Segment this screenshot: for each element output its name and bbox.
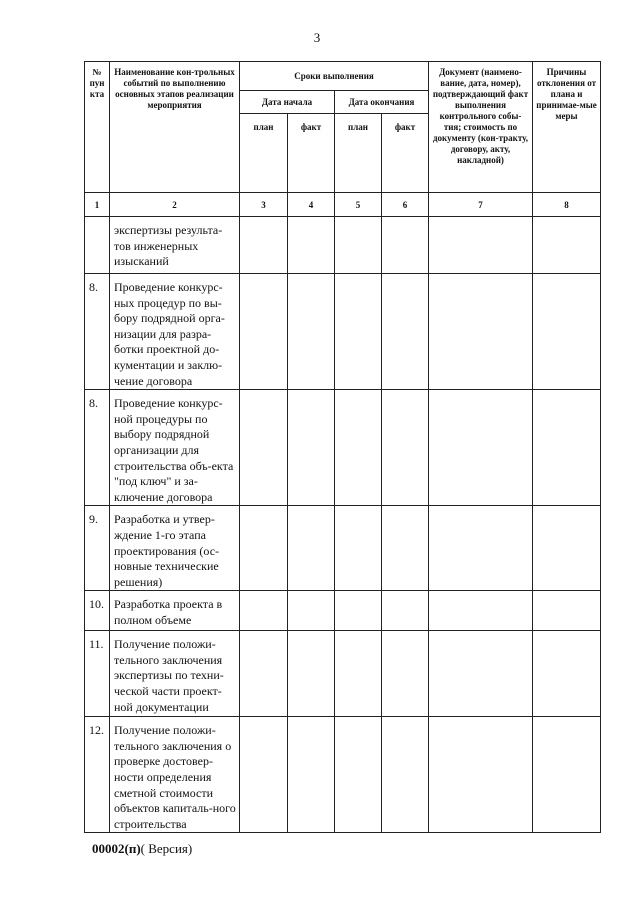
cell-end-fact xyxy=(382,217,429,274)
column-number: 6 xyxy=(382,193,429,217)
table-row xyxy=(85,390,601,506)
row-number: 10. xyxy=(85,591,110,631)
cell-start-fact xyxy=(288,717,335,833)
cell-end-plan xyxy=(335,274,382,390)
header-deadlines: Сроки выполнения xyxy=(240,62,429,91)
cell-end-plan xyxy=(335,390,382,506)
table-row xyxy=(85,631,601,717)
row-event-name: экспертизы результа-тов инженерных изысканий xyxy=(110,217,240,274)
header-end-plan: план xyxy=(335,114,382,193)
cell-end-fact xyxy=(382,506,429,591)
header-document: Документ (наимено-вание, дата, номер), подтверждающий факт выполнения контрольного собы-тия; стоимость по документу (кон-тракту, договору, акту, накладной) xyxy=(429,62,533,193)
column-number: 4 xyxy=(288,193,335,217)
cell-start-plan xyxy=(240,217,288,274)
cell-start-plan xyxy=(240,631,288,717)
cell-document xyxy=(429,274,533,390)
cell-document xyxy=(429,506,533,591)
cell-reasons xyxy=(533,506,601,591)
header-end-fact: факт xyxy=(382,114,429,193)
cell-start-plan xyxy=(240,717,288,833)
row-event-name: Проведение конкурс-ной процедуры по выбору подрядной организации для строительства объ-екта "под ключ" и за-ключение договора xyxy=(110,390,240,506)
cell-end-plan xyxy=(335,217,382,274)
cell-reasons xyxy=(533,717,601,833)
row-number: 8. xyxy=(85,390,110,506)
cell-end-plan xyxy=(335,717,382,833)
row-number: 9. xyxy=(85,506,110,591)
cell-end-fact xyxy=(382,274,429,390)
cell-start-fact xyxy=(288,217,335,274)
header-event-name: Наименование кон-трольных событий по выполнению основных этапов реализации мероприятия xyxy=(110,62,240,193)
column-number-row xyxy=(85,193,601,217)
cell-start-fact xyxy=(288,591,335,631)
cell-reasons xyxy=(533,591,601,631)
column-number: 8 xyxy=(533,193,601,217)
table-row xyxy=(85,217,601,274)
cell-document xyxy=(429,717,533,833)
table-row xyxy=(85,591,601,631)
row-number: 8. xyxy=(85,274,110,390)
cell-start-fact xyxy=(288,506,335,591)
cell-start-fact xyxy=(288,274,335,390)
column-number: 3 xyxy=(240,193,288,217)
row-number xyxy=(85,217,110,274)
cell-end-fact xyxy=(382,390,429,506)
row-event-name: Получение положи-тельного заключения о проверке достовер-ности определения сметной стоимости объектов капиталь-ного строительства xyxy=(110,717,240,833)
control-events-table xyxy=(84,61,601,833)
cell-document xyxy=(429,591,533,631)
header-start-fact: факт xyxy=(288,114,335,193)
cell-end-plan xyxy=(335,591,382,631)
column-number: 2 xyxy=(110,193,240,217)
cell-reasons xyxy=(533,274,601,390)
row-event-name: Разработка проекта в полном объеме xyxy=(110,591,240,631)
cell-end-fact xyxy=(382,591,429,631)
cell-reasons xyxy=(533,390,601,506)
footer-document-code xyxy=(92,841,192,857)
footer-code: 00002(п) xyxy=(92,841,141,856)
row-event-name: Получение положи-тельного заключения экспертизы по техни-ческой части проект-ной документации xyxy=(110,631,240,717)
header-start-plan: план xyxy=(240,114,288,193)
footer-version: ( Версия) xyxy=(140,841,193,856)
table-row xyxy=(85,274,601,390)
column-number: 7 xyxy=(429,193,533,217)
cell-start-plan xyxy=(240,390,288,506)
header-number: № пун кта xyxy=(85,62,110,193)
cell-end-fact xyxy=(382,631,429,717)
cell-reasons xyxy=(533,217,601,274)
cell-end-fact xyxy=(382,717,429,833)
cell-document xyxy=(429,390,533,506)
row-event-name: Разработка и утвер-ждение 1-го этапа проектирования (ос-новные технические решения) xyxy=(110,506,240,591)
header-end-date: Дата окончания xyxy=(335,91,429,114)
row-number: 11. xyxy=(85,631,110,717)
cell-reasons xyxy=(533,631,601,717)
cell-start-plan xyxy=(240,506,288,591)
row-event-name: Проведение конкурс-ных процедур по вы-бору подрядной орга-низации для разра-ботки проектной до-кументации и заклю-чение договора xyxy=(110,274,240,390)
cell-document xyxy=(429,631,533,717)
page-number: 3 xyxy=(313,30,321,45)
cell-end-plan xyxy=(335,631,382,717)
row-number: 12. xyxy=(85,717,110,833)
column-number: 5 xyxy=(335,193,382,217)
header-reasons: Причины отклонения от плана и принимае-мые меры xyxy=(533,62,601,193)
cell-end-plan xyxy=(335,506,382,591)
cell-start-fact xyxy=(288,390,335,506)
cell-start-fact xyxy=(288,631,335,717)
cell-start-plan xyxy=(240,591,288,631)
cell-document xyxy=(429,217,533,274)
header-start-date: Дата начала xyxy=(240,91,335,114)
column-number: 1 xyxy=(85,193,110,217)
table-row xyxy=(85,506,601,591)
cell-start-plan xyxy=(240,274,288,390)
table-row xyxy=(85,717,601,833)
